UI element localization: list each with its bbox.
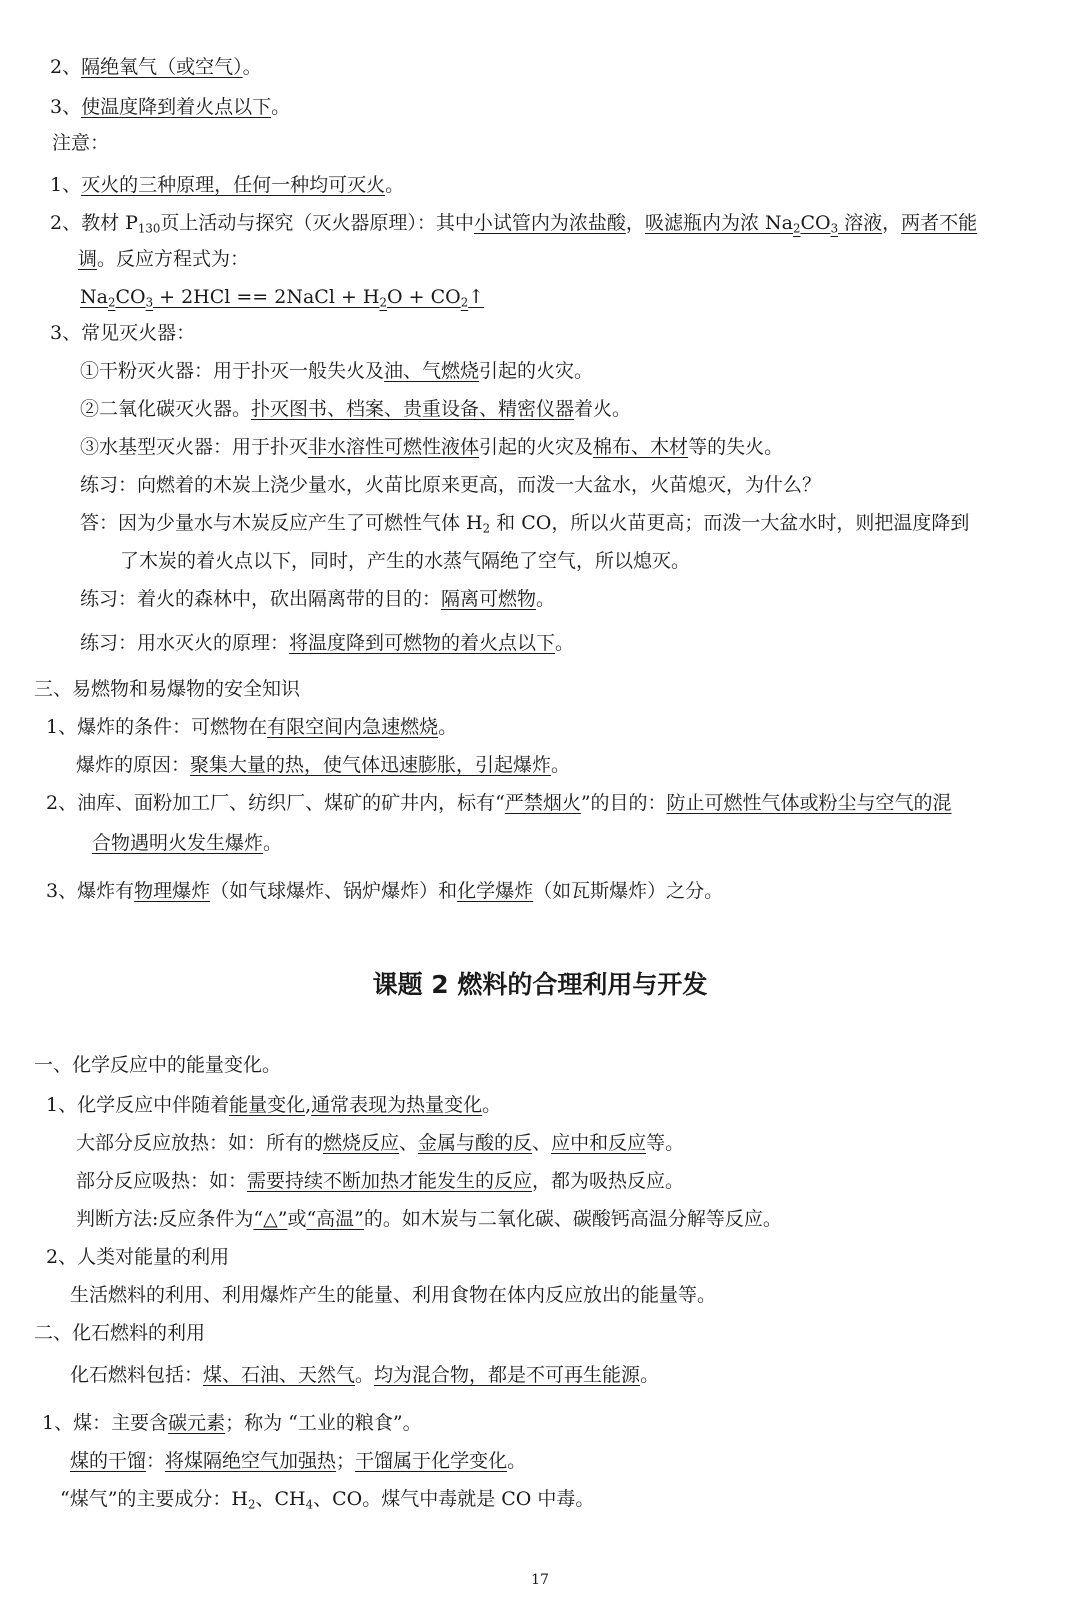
underlined-key-phrase: 3 [145,295,154,310]
text-segment: 页上活动与探究（灭火器原理）：其中 [160,212,474,234]
text-segment: ， [625,212,645,234]
text-line-section-3-heading [34,674,300,704]
text-segment: 等。 [646,1132,685,1154]
text-segment: 、CH [255,1488,306,1510]
text-segment: 3、爆炸有 [46,880,135,902]
text-line-extinguisher-water-based [80,432,783,462]
text-segment: 、CO。煤气中毒就是 CO 中毒。 [313,1488,595,1510]
text-segment: ，都为吸热反应。 [532,1170,685,1192]
text-segment: 。 [536,588,556,610]
underlined-key-phrase: CO [800,212,831,234]
text-segment: 。 [271,96,291,118]
text-segment: 一、化学反应中的能量变化。 [34,1054,282,1076]
text-line-method-isolate-oxygen [50,52,262,82]
underlined-key-phrase: O + CO [387,286,461,308]
underlined-key-phrase: 扑灭图书、档案、贵重设备、精密仪器 [251,398,575,420]
text-segment: 、 [399,1132,419,1154]
text-line-explosion-causes [76,750,570,780]
text-line-section-1-heading [34,1050,281,1080]
underlined-key-phrase: 两者不能 [901,212,978,234]
underlined-key-phrase: “高温” [306,1208,364,1230]
underlined-key-phrase: 隔绝氧气（或空气） [81,56,243,78]
text-line-energy-change [46,1090,501,1120]
underlined-key-phrase: 调 [78,248,98,270]
text-segment: ”的目的： [580,792,667,814]
text-segment: ； [336,1450,356,1472]
text-segment: 着火。 [574,398,632,420]
text-line-note-extinguisher-principle [50,208,977,238]
text-segment: ②二氧化碳灭火器。 [80,398,252,420]
text-segment: 。 [507,1450,527,1472]
text-line-explosion-conditions [46,712,457,742]
text-segment: 2、 [50,56,82,78]
text-line-explosion-types [46,876,723,906]
text-segment: 大部分反应放热：如：所有的 [76,1132,324,1154]
text-segment: 1、煤：主要含 [42,1412,169,1434]
underlined-key-phrase: 应中和反应 [551,1132,647,1154]
text-segment: 的。如木炭与二氧化碳、碳酸钙高温分解等反应。 [363,1208,782,1230]
text-segment: , [305,1094,312,1116]
text-segment: 。 [555,632,575,654]
underlined-key-phrase: 将煤隔绝空气加强热 [165,1450,337,1472]
text-segment: 130 [137,221,161,236]
text-segment: 练习：着火的森林中，砍出隔离带的目的： [80,588,442,610]
text-line-answer-charcoal [80,508,969,538]
underlined-key-phrase: 物理爆炸 [134,880,211,902]
underlined-key-phrase: Na [80,286,108,308]
text-segment: ①干粉灭火器：用于扑灭一般失火及 [80,360,385,382]
underlined-key-phrase: 干馏属于化学变化 [355,1450,508,1472]
text-line-section-2-heading [34,1318,205,1348]
text-line-common-extinguishers-heading [50,318,195,348]
underlined-key-phrase: 严禁烟火 [504,792,581,814]
underlined-key-phrase: 油、气燃烧 [384,360,480,382]
text-line-coal-composition [42,1408,422,1438]
underlined-key-phrase: 煤的干馏 [70,1450,147,1472]
text-line-coal-carbonization [70,1446,526,1476]
text-line-extinguisher-dry-powder [80,356,593,386]
text-line-coal-gas-components [60,1484,594,1514]
underlined-key-phrase: 需要持续不断加热才能发生的反应 [247,1170,533,1192]
underlined-key-phrase: “△” [253,1208,288,1230]
text-segment: 。 [438,716,458,738]
text-line-energy-utilization-heading [46,1242,229,1272]
text-line-practice-water-extinguish [80,628,574,658]
underlined-key-phrase: 隔离可燃物 [441,588,537,610]
text-segment: 等的失火。 [688,436,784,458]
text-line-endothermic-reactions [76,1166,684,1196]
text-segment: 部分反应吸热：如： [76,1170,248,1192]
text-segment: 练习：向燃着的木炭上浇少量水，火苗比原来更高，而泼一大盆水，火苗熄灭，为什么？ [80,474,822,496]
underlined-key-phrase: 化学爆炸 [457,880,534,902]
text-segment: ： [146,1450,166,1472]
underlined-key-phrase: 碳元素 [168,1412,226,1434]
underlined-key-phrase: 吸滤瓶内为浓 Na [644,212,793,234]
text-segment: 1、爆炸的条件：可燃物在 [46,716,268,738]
underlined-key-phrase: 防止可燃性气体或粉尘与空气的混 [666,792,952,814]
text-segment: 。 [355,1364,375,1386]
underlined-key-phrase: 聚集大量的热，使气体迅速膨胀，引起爆炸 [190,754,552,776]
text-segment: ；称为 “工业的粮食”。 [225,1412,422,1434]
text-segment: 注意： [52,132,110,154]
text-segment: 。 [242,56,262,78]
underlined-key-phrase: 灭火的三种原理，任何一种均可灭火 [81,174,386,196]
text-segment: 3、常见灭火器： [50,322,196,344]
text-segment: “煤气”的主要成分：H [60,1488,248,1510]
text-line-note-heading [52,128,109,158]
text-segment: 4 [305,1497,314,1512]
underlined-key-phrase: 2 [379,295,387,310]
text-segment: 。 [385,174,405,196]
underlined-key-phrase: 溶液 [838,212,883,234]
text-segment: ③水基型灭火器：用于扑灭 [80,436,309,458]
text-line-answer-charcoal-cont [120,546,690,576]
underlined-key-phrase: 金属与酸的反 [418,1132,533,1154]
text-line-note-three-principles [50,170,404,200]
text-line-practice-firebreak [80,584,555,614]
underlined-key-phrase: 均为混合物，都是不可再生能源 [374,1364,641,1386]
underlined-key-phrase: 非水溶性可燃性液体 [308,436,480,458]
text-segment: 三、易燃物和易爆物的安全知识 [34,678,301,700]
text-segment: 、 [532,1132,552,1154]
underlined-key-phrase: 小试管内为浓盐酸 [473,212,626,234]
text-line-practice-question-charcoal [80,470,821,500]
underlined-key-phrase: 2 [460,295,469,310]
text-line-extinguisher-co2 [80,394,631,424]
text-segment: 引起的火灾。 [479,360,594,382]
text-segment: 3、 [50,96,82,118]
text-line-reaction-equation [80,282,484,312]
text-line-judgment-method [76,1204,782,1234]
text-segment: 爆炸的原因： [76,754,191,776]
text-segment: 2、人类对能量的利用 [46,1246,230,1268]
underlined-key-phrase: ↑ [468,286,485,308]
text-segment: 引起的火灾及 [479,436,594,458]
text-segment: 2 [482,521,491,536]
text-segment: 化石燃料包括： [70,1364,204,1386]
text-line-no-fire-sign-purpose-cont [92,828,282,858]
text-segment: 。 [482,1094,502,1116]
text-segment: 练习：用水灭火的原理： [80,632,290,654]
underlined-key-phrase: 3 [830,221,839,236]
underlined-key-phrase: 棉布、木材 [593,436,689,458]
underlined-key-phrase: 通常表现为热量变化 [311,1094,483,1116]
section-title: 课题 2 燃料的合理利用与开发 [372,970,708,999]
text-segment: 2、教材 P [50,212,138,234]
underlined-key-phrase: 有限空间内急速燃烧 [267,716,439,738]
text-segment: 。反应方程式为： [97,248,250,270]
text-segment: 。 [551,754,571,776]
page-number: 17 [531,1572,549,1588]
text-segment: 2 [248,1497,256,1512]
text-segment: 二、化石燃料的利用 [34,1322,206,1344]
underlined-key-phrase: 将温度降到可燃物的着火点以下 [289,632,556,654]
underlined-key-phrase: 能量变化 [229,1094,306,1116]
text-segment: 或 [287,1208,307,1230]
text-segment: 判断方法:反应条件为 [76,1208,254,1230]
underlined-key-phrase: 煤、石油、天然气 [203,1364,356,1386]
underlined-key-phrase: 燃烧反应 [323,1132,400,1154]
text-line-fossil-fuels [70,1360,659,1390]
underlined-key-phrase: CO [115,286,146,308]
text-line-energy-utilization-examples [70,1280,716,1310]
text-segment: （如瓦斯爆炸）之分。 [533,880,724,902]
text-segment: 2、油库、面粉加工厂、纺织厂、煤矿的矿井内，标有“ [46,792,505,814]
text-segment: 。 [263,832,283,854]
text-segment: 1、化学反应中伴随着 [46,1094,230,1116]
text-segment: （如气球爆炸、锅炉爆炸）和 [210,880,458,902]
text-line-no-fire-sign-purpose [46,788,952,818]
underlined-key-phrase: + 2HCl == 2NaCl + H [153,286,380,308]
text-segment: 和 CO，所以火苗更高；而泼一大盆水时，则把温度降到 [490,512,970,534]
text-segment: ， [882,212,902,234]
text-segment: 1、 [50,174,82,196]
text-segment: 答：因为少量水与木炭反应产生了可燃性气体 H [80,512,483,534]
underlined-key-phrase: 2 [792,221,801,236]
text-line-exothermic-reactions [76,1128,684,1158]
text-segment: 生活燃料的利用、利用爆炸产生的能量、利用食物在体内反应放出的能量等。 [70,1284,717,1306]
text-line-note-extinguisher-principle-cont [78,244,249,274]
text-segment: 了木炭的着火点以下，同时，产生的水蒸气隔绝了空气，所以熄灭。 [120,550,691,572]
text-segment: 。 [640,1364,660,1386]
text-line-method-lower-temperature [50,92,290,122]
underlined-key-phrase: 合物遇明火发生爆炸 [92,832,264,854]
underlined-key-phrase: 使温度降到着火点以下 [81,96,272,118]
underlined-key-phrase: 2 [107,295,116,310]
